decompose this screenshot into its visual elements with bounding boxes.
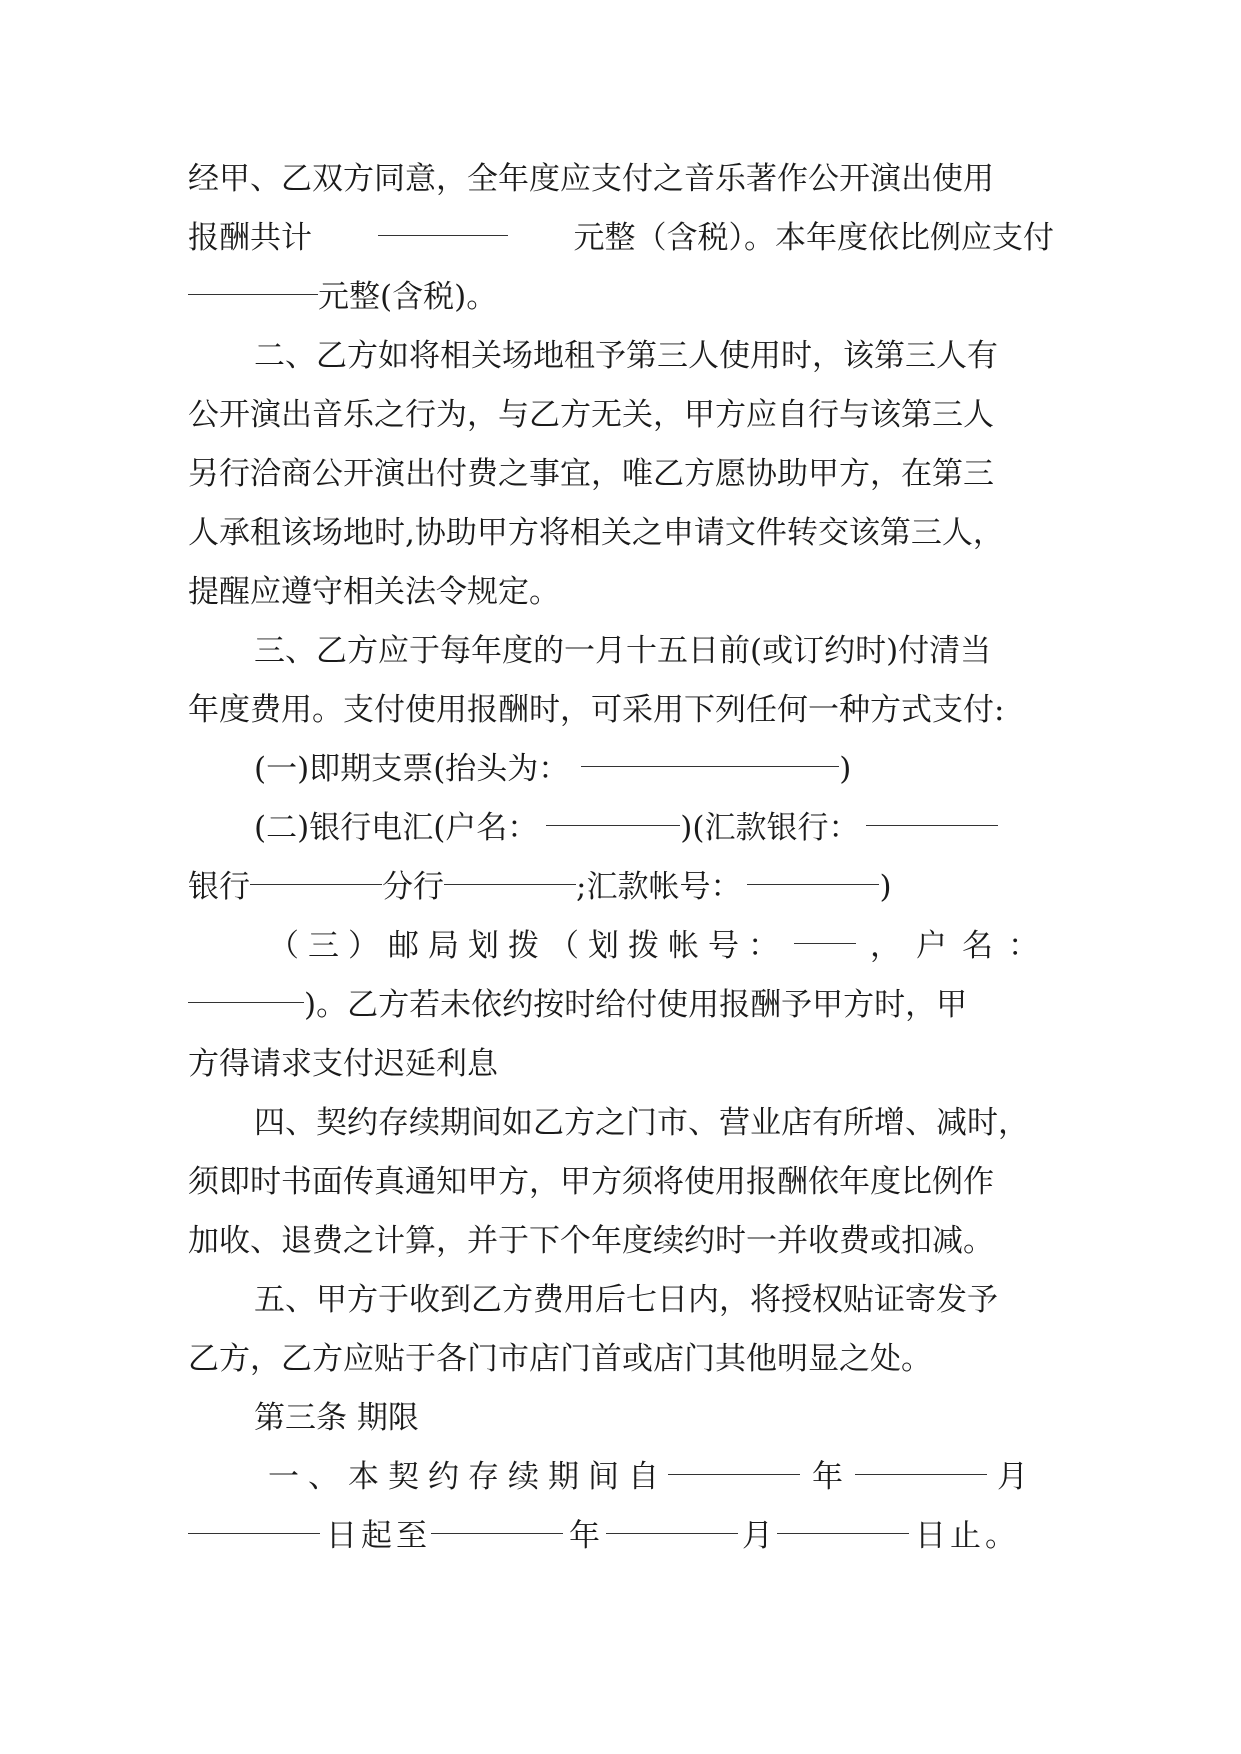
text-line-5-content: 公开演出音乐之行为，与乙方无关，甲方应自行与该第三人 bbox=[188, 397, 994, 433]
text-line-11 bbox=[188, 740, 1054, 799]
text-line-23-part-2: 年 bbox=[812, 1459, 843, 1495]
text-line-2 bbox=[188, 209, 1054, 268]
text-line-4 bbox=[188, 327, 1054, 386]
fill-blank-end-year[interactable] bbox=[431, 1503, 563, 1534]
contract-text-body bbox=[188, 150, 1054, 1566]
text-line-7 bbox=[188, 504, 1054, 563]
fill-blank-postal-account[interactable] bbox=[794, 913, 856, 944]
fill-blank-account-number[interactable] bbox=[747, 854, 879, 885]
fill-blank-start-month[interactable] bbox=[855, 1444, 987, 1475]
text-line-23-part-1: 一、本契约存续期间自 bbox=[268, 1459, 668, 1495]
text-line-12-part-1: (二)银行电汇(户名： bbox=[254, 810, 539, 846]
fill-blank-total-amount[interactable] bbox=[378, 205, 508, 236]
article-3-heading: 第三条 期限 bbox=[254, 1400, 419, 1436]
text-line-8-content: 提醒应遵守相关法令规定。 bbox=[188, 574, 560, 610]
text-line-13-part-3: ;汇款帐号： bbox=[576, 869, 742, 905]
text-line-14-part-1: （三）邮局划拨（划拨帐号： bbox=[268, 928, 788, 964]
text-line-3-content: 元整(含税)。 bbox=[318, 279, 498, 315]
text-line-18 bbox=[188, 1153, 1054, 1212]
text-line-14 bbox=[188, 917, 1054, 976]
text-line-23-part-3: 月 bbox=[997, 1459, 1028, 1495]
fill-blank-start-year[interactable] bbox=[668, 1444, 800, 1475]
text-line-20 bbox=[188, 1271, 1054, 1330]
text-line-17-content: 四、契约存续期间如乙方之门市、营业店有所增、减时， bbox=[254, 1105, 1029, 1141]
text-line-11-part-1: (一)即期支票(抬头为： bbox=[254, 751, 570, 787]
text-line-24 bbox=[188, 1507, 1054, 1566]
text-line-13-part-4: ) bbox=[879, 869, 892, 905]
text-line-15-content: )。乙方若未依约按时给付使用报酬予甲方时，甲 bbox=[304, 987, 968, 1023]
text-line-16 bbox=[188, 1035, 1054, 1094]
text-line-23 bbox=[188, 1448, 1054, 1507]
text-line-13-part-2: 分行 bbox=[382, 869, 444, 905]
text-line-2-part-1: 报酬共计 bbox=[188, 220, 312, 256]
text-line-12 bbox=[188, 799, 1054, 858]
text-line-6-content: 另行洽商公开演出付费之事宜，唯乙方愿协助甲方，在第三 bbox=[188, 456, 994, 492]
text-line-10 bbox=[188, 681, 1054, 740]
text-line-17 bbox=[188, 1094, 1054, 1153]
text-line-24-part-3: 月 bbox=[742, 1518, 773, 1554]
text-line-6 bbox=[188, 445, 1054, 504]
text-line-11-part-2: ) bbox=[839, 751, 852, 787]
text-line-20-content: 五、甲方于收到乙方费用后七日内，将授权贴证寄发予 bbox=[254, 1282, 998, 1318]
fill-blank-remit-bank[interactable] bbox=[866, 795, 998, 826]
fill-blank-branch-name[interactable] bbox=[444, 854, 576, 885]
fill-blank-account-name[interactable] bbox=[546, 795, 680, 826]
text-line-21-content: 乙方，乙方应贴于各门市店门首或店门其他明显之处。 bbox=[188, 1341, 932, 1377]
text-line-13-part-1: 银行 bbox=[188, 869, 250, 905]
text-line-1 bbox=[188, 150, 1054, 209]
text-line-5 bbox=[188, 386, 1054, 445]
text-line-18-content: 须即时书面传真通知甲方，甲方须将使用报酬依年度比例作 bbox=[188, 1164, 994, 1200]
text-line-19 bbox=[188, 1212, 1054, 1271]
text-line-14-part-2: ，户名： bbox=[870, 928, 1054, 964]
fill-blank-prorated-amount[interactable] bbox=[188, 264, 318, 295]
fill-blank-check-payee[interactable] bbox=[581, 736, 839, 767]
fill-blank-end-day[interactable] bbox=[777, 1503, 909, 1534]
text-line-1-content: 经甲、乙双方同意，全年度应支付之音乐著作公开演出使用 bbox=[188, 161, 994, 197]
text-line-8 bbox=[188, 563, 1054, 622]
text-line-24-part-4: 日止。 bbox=[915, 1518, 1020, 1554]
fill-blank-start-day[interactable] bbox=[188, 1503, 320, 1534]
text-line-19-content: 加收、退费之计算，并于下个年度续约时一并收费或扣减。 bbox=[188, 1223, 994, 1259]
text-line-16-content: 方得请求支付迟延利息 bbox=[188, 1046, 498, 1082]
text-line-7-content: 人承租该场地时,协助甲方将相关之申请文件转交该第三人， bbox=[188, 515, 1004, 551]
fill-blank-end-month[interactable] bbox=[606, 1503, 738, 1534]
fill-blank-bank-name[interactable] bbox=[250, 854, 382, 885]
text-line-10-content: 年度费用。支付使用报酬时，可采用下列任何一种方式支付: bbox=[188, 692, 1005, 728]
text-line-13 bbox=[188, 858, 1054, 917]
fill-blank-postal-account-name[interactable] bbox=[188, 972, 304, 1003]
text-line-2-part-2: 元整（含税）。本年度依比例应支付 bbox=[573, 220, 1054, 256]
text-line-12-part-2: )(汇款银行： bbox=[680, 810, 860, 846]
text-line-3 bbox=[188, 268, 1054, 327]
text-line-9 bbox=[188, 622, 1054, 681]
text-line-9-content: 三、乙方应于每年度的一月十五日前(或订约时)付清当 bbox=[254, 633, 992, 669]
text-line-24-part-2: 年 bbox=[569, 1518, 600, 1554]
text-line-15 bbox=[188, 976, 1054, 1035]
text-line-4-content: 二、乙方如将相关场地租予第三人使用时，该第三人有 bbox=[254, 338, 998, 374]
text-line-24-part-1: 日起至 bbox=[326, 1518, 431, 1554]
text-line-21 bbox=[188, 1330, 1054, 1389]
